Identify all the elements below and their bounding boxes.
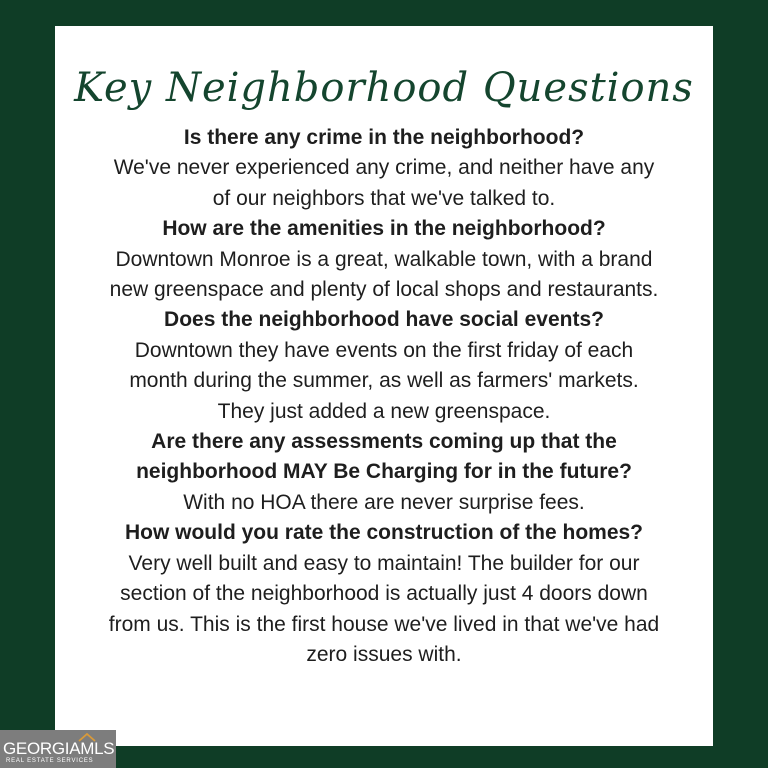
answer-line: month during the summer, as well as farmers' markets. [129,369,639,393]
page-title: Key Neighborhood Questions [74,65,694,111]
watermark-text [3,740,114,757]
answer-line: from us. This is the first house we've lived in that we've had [108,612,660,636]
question-line: How are the amenities in the neighborhood? [162,217,606,241]
answer-line: of our neighbors that we've talked to. [212,186,556,210]
answer-line: They just added a new greenspace. [217,399,551,423]
question-line: Is there any crime in the neighborhood? [183,126,585,149]
qa-list [55,123,713,670]
question-line: neighborhood MAY Be Charging for in the future? [136,460,632,484]
content-card [55,26,713,746]
watermark-subtitle: REAL ESTATE SERVICES [6,758,94,764]
question-line: How would you rate the construction of the homes? [124,521,644,545]
watermark-mls: MLS [80,739,115,758]
answer-line: section of the neighborhood is actually just 4 doors down [120,582,648,606]
georgia-mls-watermark [0,730,116,768]
answer-line: new greenspace and plenty of local shops and restaurants. [109,278,659,302]
answer-line: Downtown they have events on the first friday of each [134,338,634,362]
watermark-georgia: GEORGIA [3,739,81,758]
answer-line: Very well built and easy to maintain! The builder for our [128,551,640,575]
question-line: Does the neighborhood have social events? [164,308,604,332]
answer-line: We've never experienced any crime, and neither have any [113,156,655,180]
question-line: Are there any assessments coming up that the [151,430,617,454]
answer-line: zero issues with. [306,642,462,666]
answer-line: With no HOA there are never surprise fees. [183,490,585,514]
answer-line: Downtown Monroe is a great, walkable town, with a brand [115,247,653,271]
